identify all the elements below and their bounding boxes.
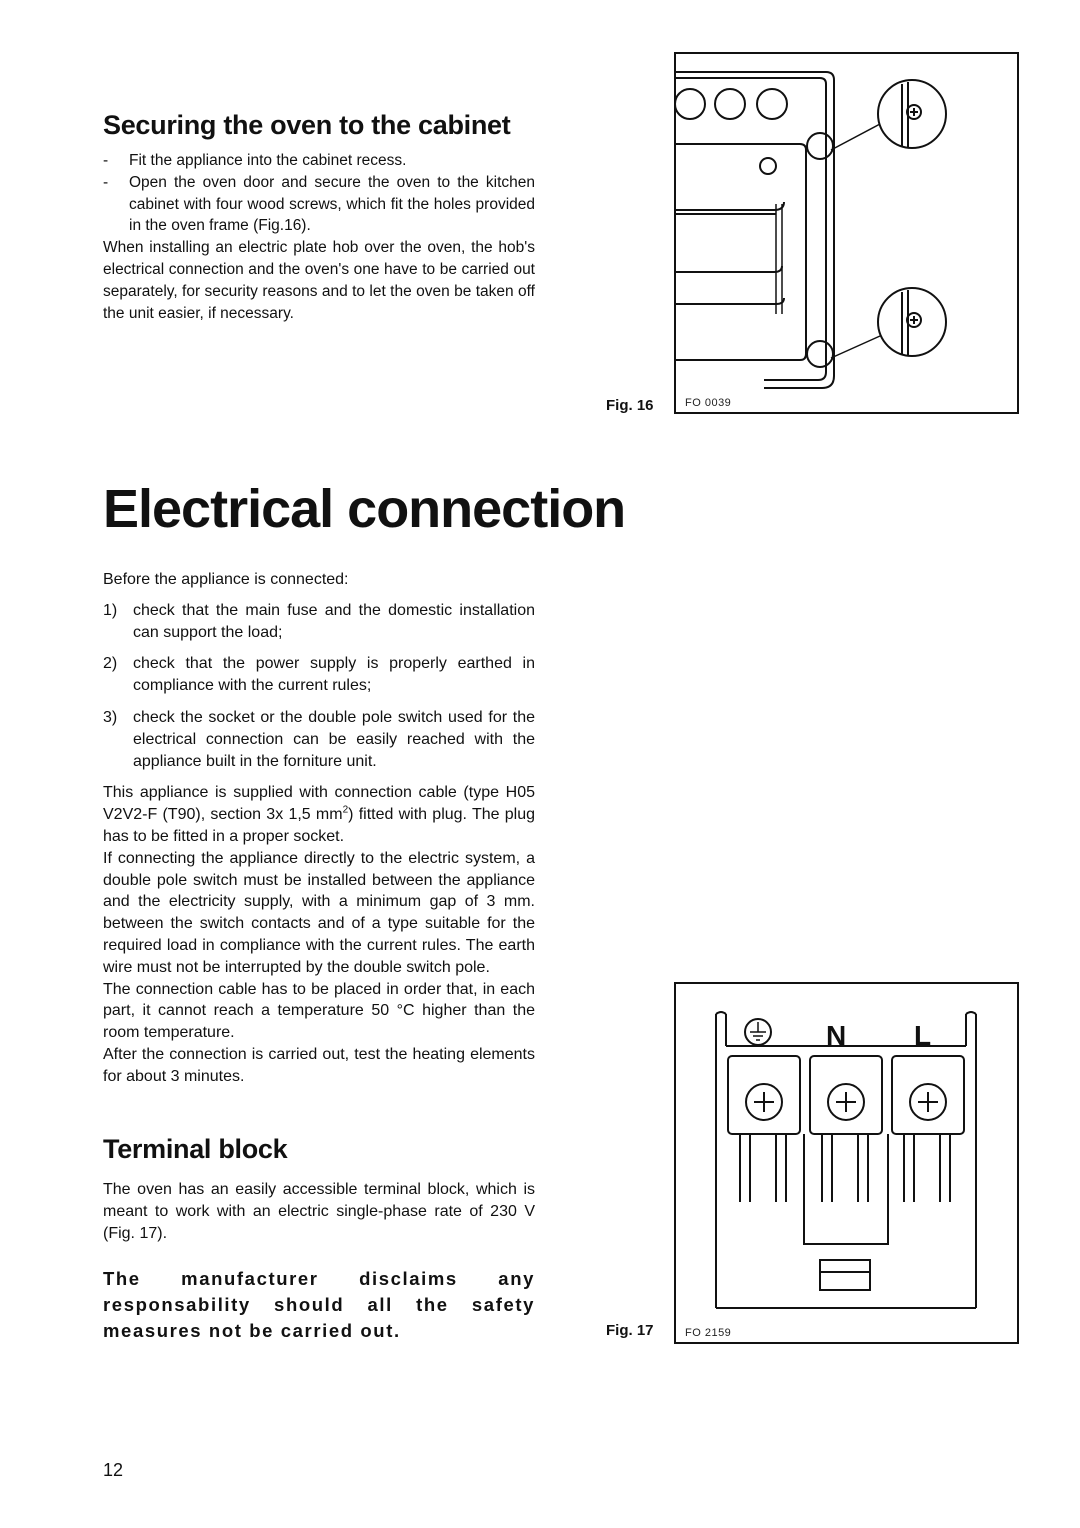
item-text: check that the main fuse and the domestic installation can support the load; bbox=[133, 601, 535, 641]
bullet-text: Fit the appliance into the cabinet recess. bbox=[129, 152, 407, 169]
securing-paragraph: When installing an electric plate hob over the oven, the hob's electrical connection and the oven's one have to be carried out separately, for security reasons and to let the oven be taken off the unit easier, if necessary. bbox=[103, 239, 535, 322]
list-item bbox=[103, 600, 535, 644]
temperature-paragraph: The connection cable has to be placed in order that, in each part, it cannot reach a temperature 50 °C higher than the room temperature. bbox=[103, 980, 535, 1042]
fig16-illustration bbox=[674, 52, 1019, 414]
page-number: 12 bbox=[103, 1460, 124, 1480]
fig17-illustration bbox=[674, 982, 1019, 1344]
terminal-l-label: L bbox=[914, 1020, 932, 1051]
cable-text-b: ) fitted with plug. The plug has to be fitted in a proper socket. bbox=[103, 806, 536, 845]
list-item bbox=[103, 707, 535, 772]
terminal-n-label: N bbox=[826, 1020, 847, 1051]
list-item bbox=[103, 172, 535, 237]
safety-warning: The manufacturer disclaims any responsability should all the safety measures not be carried out. bbox=[103, 1268, 535, 1341]
superscript: 2 bbox=[342, 804, 349, 816]
item-number: 3) bbox=[103, 708, 118, 726]
terminal-block-drawing bbox=[676, 984, 1017, 1342]
electrical-intro: Before the appliance is connected: bbox=[103, 571, 349, 588]
section-title-electrical: Electrical connection bbox=[103, 479, 626, 539]
item-text: check that the power supply is properly earthed in compliance with the current rules; bbox=[133, 655, 535, 695]
cable-paragraph bbox=[103, 782, 535, 847]
bullet-marker: - bbox=[103, 173, 109, 191]
item-text: check the socket or the double pole switch used for the electrical connection can be easily reached with the appliance built in the forniture unit. bbox=[133, 708, 535, 770]
securing-text-block bbox=[103, 150, 535, 324]
item-number: 1) bbox=[103, 601, 118, 619]
section-title-securing: Securing the oven to the cabinet bbox=[103, 110, 511, 140]
fig17-label: Fig. 17 bbox=[606, 1322, 654, 1339]
list-item bbox=[103, 653, 535, 697]
fig16-code: FO 0039 bbox=[685, 397, 732, 409]
fig16-label: Fig. 16 bbox=[606, 397, 654, 414]
section-title-terminal: Terminal block bbox=[103, 1134, 288, 1164]
fig17-code: FO 2159 bbox=[685, 1327, 732, 1339]
bullet-text: Open the oven door and secure the oven to the kitchen cabinet with four wood screws, which fit the holes provided in the oven frame (Fig.16). bbox=[129, 173, 535, 235]
terminal-paragraph: The oven has an easily accessible terminal block, which is meant to work with an electric single-phase rate of 230 V (Fig. 17). bbox=[103, 1181, 535, 1242]
bullet-marker: - bbox=[103, 152, 109, 169]
test-paragraph: After the connection is carried out, test the heating elements for about 3 minutes. bbox=[103, 1045, 535, 1085]
switch-paragraph: If connecting the appliance directly to the electric system, a double pole switch must be installed between the appliance and the electricity supply, with a minimum gap of 3 mm. between the switch contacts and of a type suitable for the required load in compliance with the current rules. The earth wire must not be interrupted by the double switch pole. bbox=[103, 849, 535, 976]
cable-text-a: This appliance is supplied with connection cable (type H05 V2V2-F (T90), section 3x 1,5 mm bbox=[103, 784, 535, 824]
oven-frame-drawing bbox=[676, 54, 1017, 412]
electrical-text-block bbox=[103, 569, 535, 1088]
list-item bbox=[103, 150, 535, 172]
item-number: 2) bbox=[103, 655, 118, 673]
